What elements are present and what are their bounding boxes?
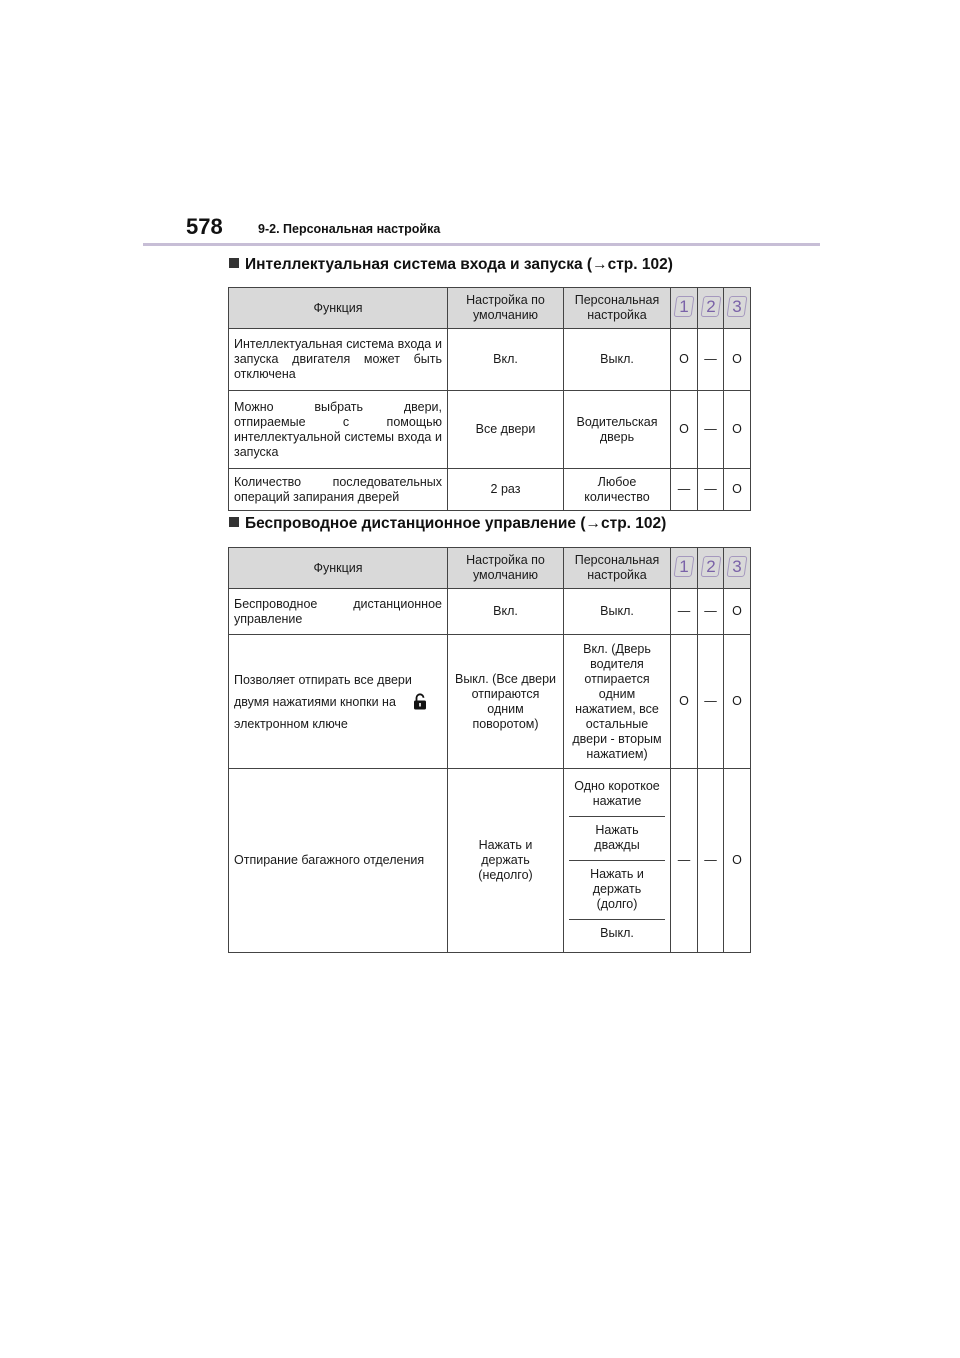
section-heading-text: Беспроводное дистанционное управление (→стр. 102) [245,515,667,532]
cell-mark-3: O [724,329,751,391]
table-row [229,391,751,469]
col-num-3 [724,288,751,329]
col-personal: Персональная настройка [564,288,671,329]
cell-mark-1: — [671,769,698,953]
number-3-icon: 3 [728,295,746,317]
cell-function: Отпирание багажного отделения [229,769,448,953]
section-heading-remote [229,515,666,533]
cell-mark-1: — [671,589,698,635]
breadcrumb: 9-2. Персональная настройка [258,222,441,236]
cell-mark-1: O [671,635,698,769]
cell-mark-3: O [724,589,751,635]
number-2-icon: 2 [702,555,720,577]
cell-default: Вкл. [448,589,564,635]
cell-personal: Вкл. (Дверь водителя отпирается одним нажатием, все остальные двери - вторым нажатием) [564,635,671,769]
cell-mark-1: O [671,329,698,391]
cell-function: Количество последовательных операций запирания дверей [229,469,448,511]
cell-personal: Выкл. [564,589,671,635]
option-double-press: Нажать дважды [569,817,665,861]
bullet-square-icon [229,258,239,268]
cell-function: Можно выбрать двери, отпираемые с помощью интеллектуальной системы входа и запуска [229,391,448,469]
cell-mark-2: — [698,469,724,511]
lock-icon [413,693,427,710]
header-rule [143,243,820,246]
cell-mark-3: O [724,635,751,769]
section-heading-text: Интеллектуальная система входа и запуска (→стр. 102) [245,256,673,273]
col-personal: Персональная настройка [564,548,671,589]
number-3-icon: 3 [728,555,746,577]
col-num-1 [671,288,698,329]
col-function: Функция [229,548,448,589]
cell-default: Все двери [448,391,564,469]
table-header-row [229,288,751,329]
cell-default: Вкл. [448,329,564,391]
table-row [229,769,751,953]
table-row [229,589,751,635]
cell-default: Выкл. (Все двери отпираются одним поворотом) [448,635,564,769]
cell-personal: Водительская дверь [564,391,671,469]
cell-personal: Любое количество [564,469,671,511]
cell-mark-3: O [724,469,751,511]
col-default: Настройка по умолчанию [448,288,564,329]
col-num-2 [698,548,724,589]
cell-default: 2 раз [448,469,564,511]
settings-table-smart-key [228,287,751,511]
table-row [229,329,751,391]
cell-mark-3: O [724,391,751,469]
cell-mark-1: — [671,469,698,511]
cell-function: Беспроводное дистанционное управление [229,589,448,635]
cell-mark-3: O [724,769,751,953]
bullet-square-icon [229,517,239,527]
number-2-icon: 2 [702,295,720,317]
cell-personal: Выкл. [564,329,671,391]
number-1-icon: 1 [675,555,693,577]
table-header-row [229,548,751,589]
cell-mark-2: — [698,769,724,953]
col-num-1 [671,548,698,589]
number-1-icon: 1 [675,295,693,317]
col-num-2 [698,288,724,329]
option-short-press: Одно короткое нажатие [569,773,665,817]
cell-mark-2: — [698,391,724,469]
cell-function: Интеллектуальная система входа и запуска двигателя может быть отключена [229,329,448,391]
cell-mark-1: O [671,391,698,469]
col-default: Настройка по умолчанию [448,548,564,589]
page-number: 578 [186,214,223,239]
cell-mark-2: — [698,329,724,391]
table-row [229,469,751,511]
cell-default: Нажать и держать (недолго) [448,769,564,953]
cell-mark-2: — [698,635,724,769]
section-heading-smart-key [229,256,673,274]
option-off: Выкл. [600,926,634,940]
table-row [229,635,751,769]
cell-mark-2: — [698,589,724,635]
settings-table-remote [228,547,751,953]
cell-function [229,635,448,769]
col-function: Функция [229,288,448,329]
cell-personal-options [564,769,671,953]
cell-function-text: Позволяет отпирать все двери двумя нажатиями кнопки на электронном ключе [234,672,412,731]
option-long-press: Нажать и держать (долго) [569,861,665,920]
col-num-3 [724,548,751,589]
